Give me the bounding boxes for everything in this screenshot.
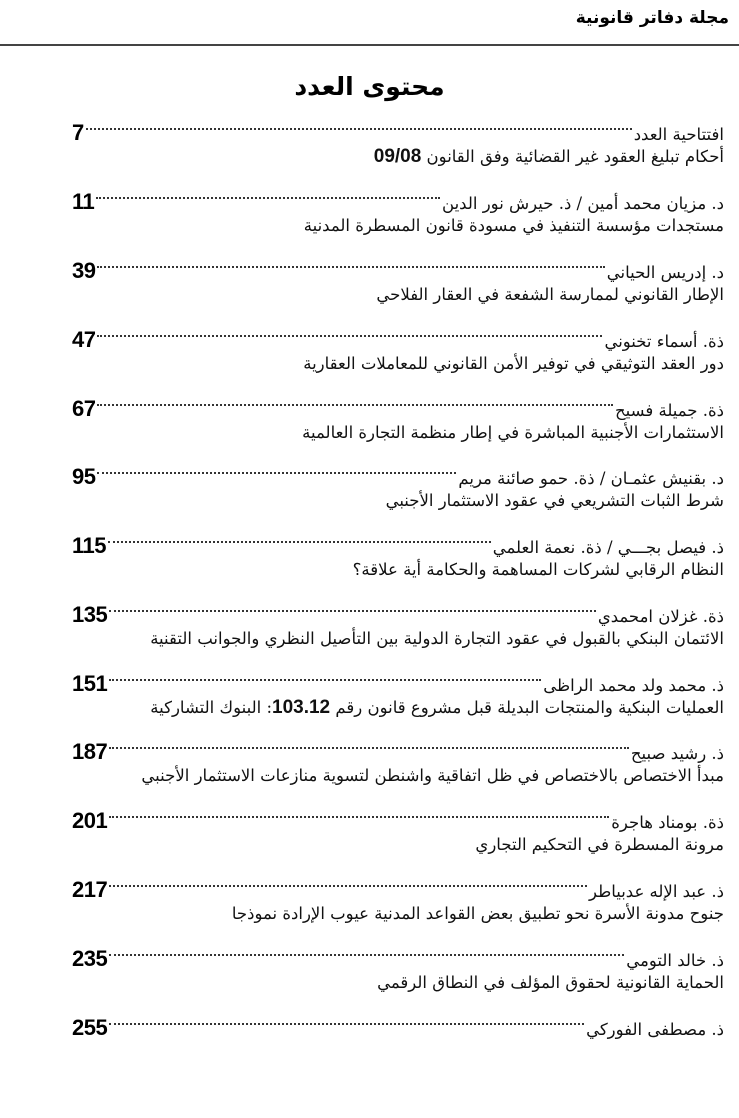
article-author: ذ. رشيد صبيح <box>630 744 724 764</box>
toc-entry-author[interactable] <box>72 794 724 834</box>
page-title: محتوى العدد <box>294 72 445 101</box>
toc-entry-author[interactable] <box>72 312 724 352</box>
toc-entry-author[interactable] <box>72 656 724 696</box>
article-title[interactable] <box>72 759 724 793</box>
article-author: ذ. مصطفى الفوركي <box>586 1019 724 1039</box>
article-title-text: مبدأ الاختصاص بالاختصاص في ظل اتفاقية واشنطن لتسوية منازعات الاستثمار الأجنبي <box>141 766 724 786</box>
article-title-text: الاستثمارات الأجنبية المباشرة في إطار منظمة التجارة العالمية <box>302 422 724 442</box>
article-title[interactable] <box>72 416 724 450</box>
page-number: 115 <box>72 533 106 559</box>
page-number: 135 <box>72 601 108 627</box>
law-number: 09/08 <box>373 146 422 168</box>
article-title[interactable] <box>72 622 724 656</box>
dot-leader <box>96 175 440 209</box>
dot-leader <box>109 931 624 965</box>
dot-leader <box>109 1000 584 1034</box>
toc-entry-author[interactable] <box>72 725 724 765</box>
article-title[interactable] <box>72 966 724 1000</box>
article-title-text: مستجدات مؤسسة التنفيذ في مسودة قانون المسطرة المدنية <box>303 216 724 236</box>
page-number: 151 <box>72 670 108 696</box>
article-title[interactable] <box>72 140 724 174</box>
dot-leader <box>109 725 629 759</box>
dot-leader <box>109 587 596 621</box>
article-title-text: الإطار القانوني لممارسة الشفعة في العقار الفلاحي <box>376 284 724 304</box>
toc-entry-author[interactable] <box>72 519 724 559</box>
article-title-text: أحكام تبليغ العقود غير القضائية وفق القانون <box>426 147 724 167</box>
toc-entry-editorial[interactable] <box>72 106 724 146</box>
article-title-text: الائتمان البنكي بالقبول في عقود التجارة الدولية بين التأصيل النظري والجوانب التقنية <box>150 628 724 648</box>
article-author: د. بقنيش عثمـان / ذة. حمو صائنة مريم <box>458 469 724 489</box>
dot-leader <box>97 381 613 415</box>
page-number: 47 <box>72 326 96 352</box>
article-title[interactable] <box>72 897 724 931</box>
page-number: 255 <box>72 1014 108 1040</box>
article-author: ذة. بومناد هاجرة <box>611 813 724 833</box>
toc-entry-author[interactable] <box>72 863 724 902</box>
article-author: د. إدريس الحياني <box>606 262 724 282</box>
dot-leader <box>109 794 609 828</box>
dot-leader <box>108 519 491 553</box>
toc-entry-author[interactable] <box>72 587 724 627</box>
article-author: ذ. فيصل بجـــي / ذة. نعمة العلمي <box>492 538 724 558</box>
article-author: ذة. جميلة فسيح <box>615 400 724 420</box>
dot-leader <box>86 106 632 140</box>
article-title[interactable] <box>72 209 724 243</box>
page-number: 95 <box>72 464 96 490</box>
article-author: ذ. محمد ولد محمد الراظى <box>543 675 724 695</box>
article-title-text: : البنوك التشاركية <box>150 697 273 717</box>
article-author: ذ. خالد التومي <box>626 950 724 970</box>
dot-leader <box>97 312 602 346</box>
dot-leader <box>97 244 604 278</box>
article-title-text: العمليات البنكية والمنتجات البديلة قبل مشروع قانون رقم <box>335 697 724 717</box>
page-number: 7 <box>72 120 84 146</box>
article-title-text: الحماية القانونية لحقوق المؤلف في النطاق الرقمي <box>377 972 724 992</box>
journal-name: مجلة دفاتر قانونية <box>575 8 729 28</box>
table-of-contents <box>72 106 724 1040</box>
article-title[interactable] <box>72 553 724 587</box>
article-author: ذ. عبد الإله عدبياطر <box>588 881 724 901</box>
toc-entry-author[interactable] <box>72 450 724 490</box>
law-number: 103.12 <box>272 696 331 718</box>
dot-leader <box>109 863 587 897</box>
page-number: 39 <box>72 257 96 283</box>
article-title[interactable] <box>72 278 724 312</box>
article-title[interactable] <box>72 828 724 862</box>
page-number: 187 <box>72 739 108 765</box>
article-title[interactable] <box>72 347 724 381</box>
article-author: ذة. أسماء تخنوني <box>604 331 724 351</box>
entry-label: افتتاحية العدد <box>633 125 724 145</box>
page-number: 11 <box>72 189 95 215</box>
article-author: د. مزيان محمد أمين / ذ. حيرش نور الدين <box>442 194 724 214</box>
toc-entry-author[interactable] <box>72 244 724 283</box>
toc-entry-author[interactable] <box>72 381 724 421</box>
page-number: 67 <box>72 395 96 421</box>
page-number: 217 <box>72 876 108 902</box>
toc-entry-author[interactable] <box>72 175 724 215</box>
article-author: ذة. غزلان امحمدي <box>597 606 724 626</box>
dot-leader <box>109 656 541 690</box>
page-number: 201 <box>72 808 108 834</box>
running-header <box>0 0 739 46</box>
article-title-text: جنوح مدونة الأسرة نحو تطبيق بعض القواعد المدنية عيوب الإرادة نموذجا <box>231 903 724 923</box>
dot-leader <box>97 450 456 484</box>
article-title[interactable] <box>72 484 724 518</box>
article-title-text: مرونة المسطرة في التحكيم التجاري <box>475 835 724 855</box>
article-title-text: شرط الثبات التشريعي في عقود الاستثمار الأجنبي <box>385 491 724 511</box>
article-title[interactable] <box>72 691 724 725</box>
article-title-text: دور العقد التوثيقي في توفير الأمن القانوني للمعاملات العقارية <box>303 353 724 373</box>
toc-entry-author[interactable] <box>72 931 724 971</box>
toc-entry-author[interactable] <box>72 1000 724 1040</box>
article-title-text: النظام الرقابي لشركات المساهمة والحكامة أية علاقة؟ <box>352 560 724 580</box>
page-number: 235 <box>72 945 108 971</box>
